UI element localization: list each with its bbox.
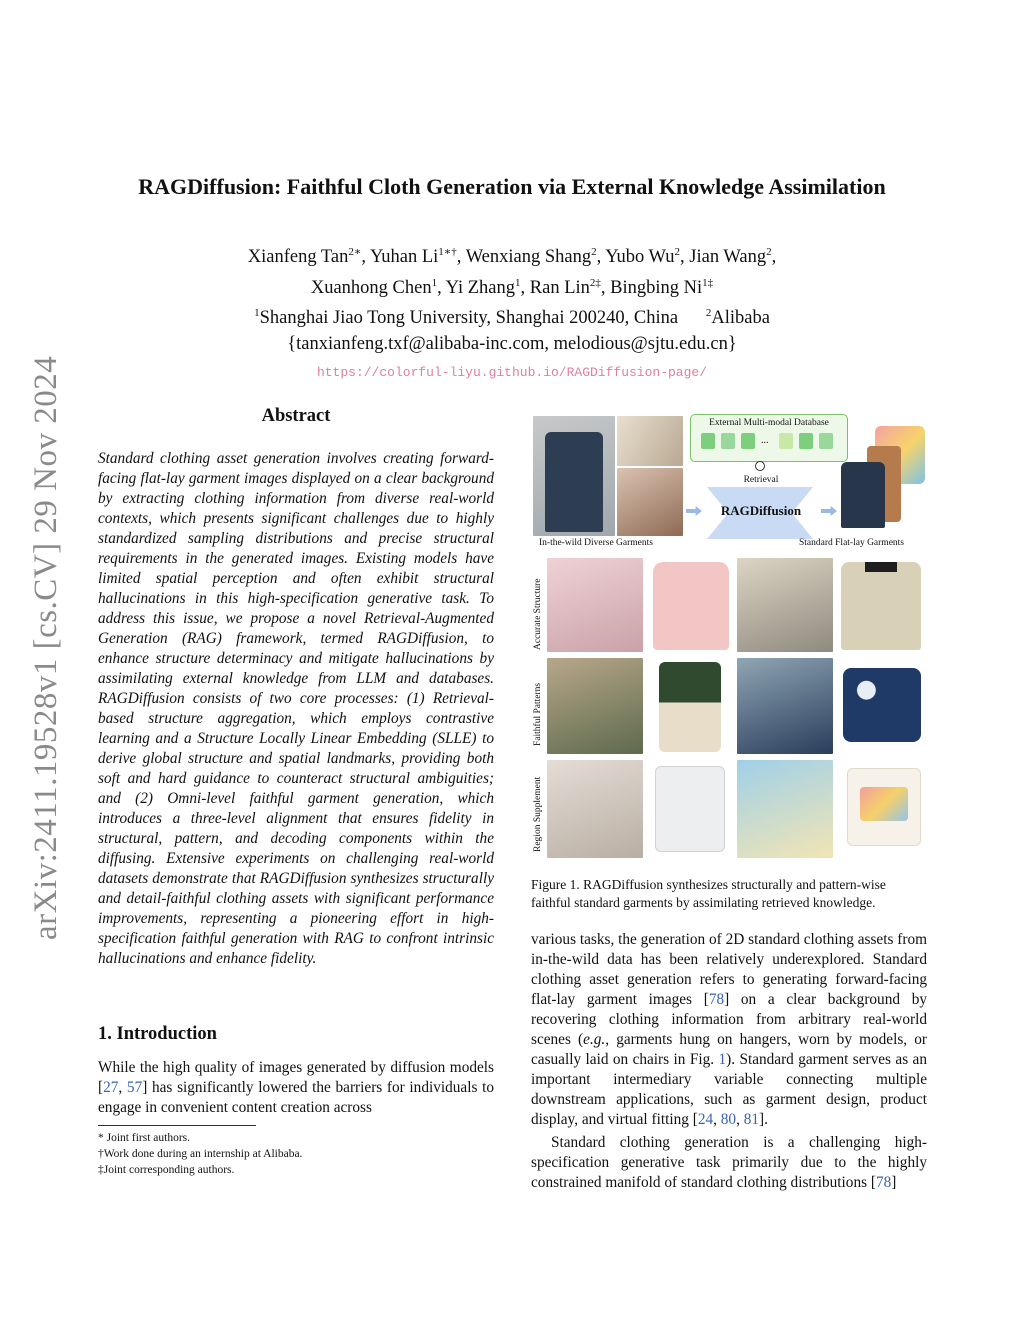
model-label: RAGDiffusion [720,503,802,518]
author-line-1: Xianfeng Tan$^{2∗}$, Yuhan $Li^{1∗\dagger}$, Wenxiang Shang$^2$, Yubo Wu$^2$, Jian Wang$^2$, [247,246,777,268]
text-run: ] [891,1174,897,1191]
shirt-icon [799,433,813,449]
jacket-output [841,562,921,650]
white-blouse-input-photo [547,760,643,858]
figure-ref-link[interactable]: 1 [718,1051,727,1068]
chair-photo [617,468,683,536]
paragraph [531,1133,927,1193]
citation-link[interactable]: 78 [875,1174,892,1191]
row-label-accurate-structure: Accurate Structure [533,578,543,650]
author-name: Jian Wang [689,247,767,268]
shirt-icon [819,433,833,449]
footnote: * Joint first authors. [98,1132,190,1144]
footnotes [98,1130,494,1178]
author-name: Xuanhong Chen [310,277,432,298]
citation-link[interactable]: 57 [126,1079,143,1096]
text-run: , [713,1111,721,1128]
tshirt-input-photo [737,760,833,858]
author-name: Wenxiang Shang [465,247,592,268]
aff-sup: 1 [254,307,260,320]
author-line-2: Xuanhong Chen$^1$, Yi Zhang$^1$, Ran Lin$^{2\ddagger}$, Bingbing $Ni^{1\ddagger}$ [310,276,714,298]
intro-paragraph-right [531,930,927,1193]
abstract-text: Standard clothing asset generation involves creating forward-facing flat-lay garment images displayed on a clear background by extracting clothing information from diverse real-world contexts, which presents significant challenges due to highly standardized sampling distributions and precise structural requirements in the generated images. Existing models have limited spatial perception and often exhibit structural hallucinations in this high-specification generative task. To address this issue, we propose a novel Retrieval-Augmented Generation (RAG) framework, termed RAGDiffusion, to enhance structure determinacy and mitigate hallucinations by assimilating external knowledge from LLM and databases. RAGDiffusion consists of two core processes: (1) Retrieval-based structure aggregation, which employs contrastive learning and a Structure Locally Linear Embedding (SLLE) to derive global structure and spatial landmarks, providing both soft and hard guidance to counteract structural ambiguities; and (2) Omni-level faithful garment generation, which introduces a three-level alignment that ensures fidelity in structural, pattern, and decoding components within the diffusing. Extensive experiments on challenging real-world datasets demonstrate that RAGDiffusion synthesizes structurally and detail-faithful clothing assets with significant performance improvements, representing a pioneering effort in high-specification faithful generation with RAG to confront intrinsic hallucinations and enhance fidelity. [98,450,494,967]
retrieval-icon [755,461,765,471]
text-run: various tasks, the generation of 2D standard clothing assets from in-the-wild data has been relatively underexplored. Standard clothing asset generation refers to generating forward-facing flat-lay garment images [ [531,931,927,1008]
author-sup: 1 [515,276,521,289]
author-sup: 2‡ [589,276,601,289]
author-name: Yubo Wu [605,247,675,268]
citation-link[interactable]: 80 [720,1111,737,1128]
affiliation-1: Shanghai Jiao Tong University, Shanghai 200240, China [259,308,679,329]
author-name: Yuhan Li [369,247,439,268]
figure-caption: Figure 1. RAGDiffusion synthesizes structurally and pattern-wise faithful standard garments by assimilating retrieved knowledge. [531,877,886,910]
white-blouse-output [655,766,725,852]
affiliation-2: Alibaba [711,308,770,329]
figure-1 [531,412,927,860]
text-run: , [736,1111,744,1128]
affiliations [0,301,1024,332]
author-sup: 2 [591,246,597,258]
paper-title: RAGDiffusion: Faithful Cloth Generation via External Knowledge Assimilation [138,174,886,199]
text-run: ] has significantly lowered the barriers for individuals to engage in convenient content creation across [98,1079,495,1116]
dress-input-photo [547,658,643,754]
model-photo [617,416,683,466]
blouse-input-photo [737,658,833,754]
paragraph [531,930,927,1130]
row-label-faithful-patterns: Faithful Patterns [533,682,543,746]
aff-sup: 2 [705,307,712,320]
database-box [690,414,848,462]
shirt-hanger-photo [533,416,615,536]
text-run: ). Standard garment serves as an important intermediary variable connecting multiple downstream applications, such as garment design, product display, and virtual fitting [ [531,1051,927,1128]
text-run: , garments hung on hangers, worn by models, or casually laid on chairs in Fig. [531,1031,928,1068]
citation-link[interactable]: 27 [103,1079,119,1096]
text-run: ] on a clear background by recovering clothing information from arbitrary real-world scenes ( [531,991,927,1048]
ellipsis: ... [761,435,769,446]
abstract-heading: Abstract [261,406,331,426]
author-block [0,240,1024,386]
left-caption: In-the-wild Diverse Garments [539,538,653,548]
emails: {tanxianfeng.txf@alibaba-inc.com, melodious@sjtu.edu.cn} [287,333,737,354]
text-icon [779,433,793,449]
shirt-icon [701,433,715,449]
blouse-output [843,668,921,742]
text-run: While the high quality of images generated by diffusion models [ [98,1059,494,1096]
author-sup: 2 [766,246,772,258]
arxiv-identifier: arXiv:2411.19528v1 [cs.CV] 29 Nov 2024 [28,355,64,940]
hoodie-output [653,562,729,650]
jacket-input-photo [737,558,833,652]
author-sup: 1‡ [702,276,714,289]
author-sup: 1 [431,276,438,289]
author-name: Ran Lin [529,277,590,298]
intro-paragraph-left [98,1058,494,1118]
retrieval-label: Retrieval [743,475,779,485]
output-shirt-dark [841,462,885,528]
author-sup: 1∗† [438,246,457,258]
row-label-region-supplement: Region Supplement [533,776,543,852]
author-sup: 2∗ [348,246,362,258]
author-sup: 2 [674,246,681,258]
shirt-icon [721,433,735,449]
right-caption: Standard Flat-lay Garments [799,538,905,548]
citation-link[interactable]: 24 [697,1111,714,1128]
project-url-link[interactable]: https://colorful-liyu.github.io/RAGDiffusion-page/ [316,365,708,381]
text-run: ]. [759,1111,768,1128]
author-name: Bingbing Ni [610,277,703,298]
tshirt-output [847,768,921,846]
text-run: Standard clothing generation is a challenging high-specification generative task primarily due to the highly constrained manifold of standard clothing distributions [ [531,1134,927,1191]
author-name: Yi Zhang [445,277,516,298]
footnote: †Work done during an internship at Alibaba. [98,1148,303,1160]
shirt-icon [741,433,755,449]
text-run: e.g. [583,1031,606,1048]
footnote: ‡Joint corresponding authors. [98,1164,235,1176]
text-run: , [118,1079,127,1096]
author-name: Xianfeng Tan [247,247,349,268]
section-heading-introduction: 1. Introduction [98,1024,217,1044]
database-label: External Multi-modal Database [709,418,829,428]
dress-output [659,662,721,752]
footnote-rule [98,1125,256,1126]
citation-link[interactable]: 81 [743,1111,760,1128]
citation-link[interactable]: 78 [708,991,725,1008]
hoodie-input-photo [547,558,643,652]
